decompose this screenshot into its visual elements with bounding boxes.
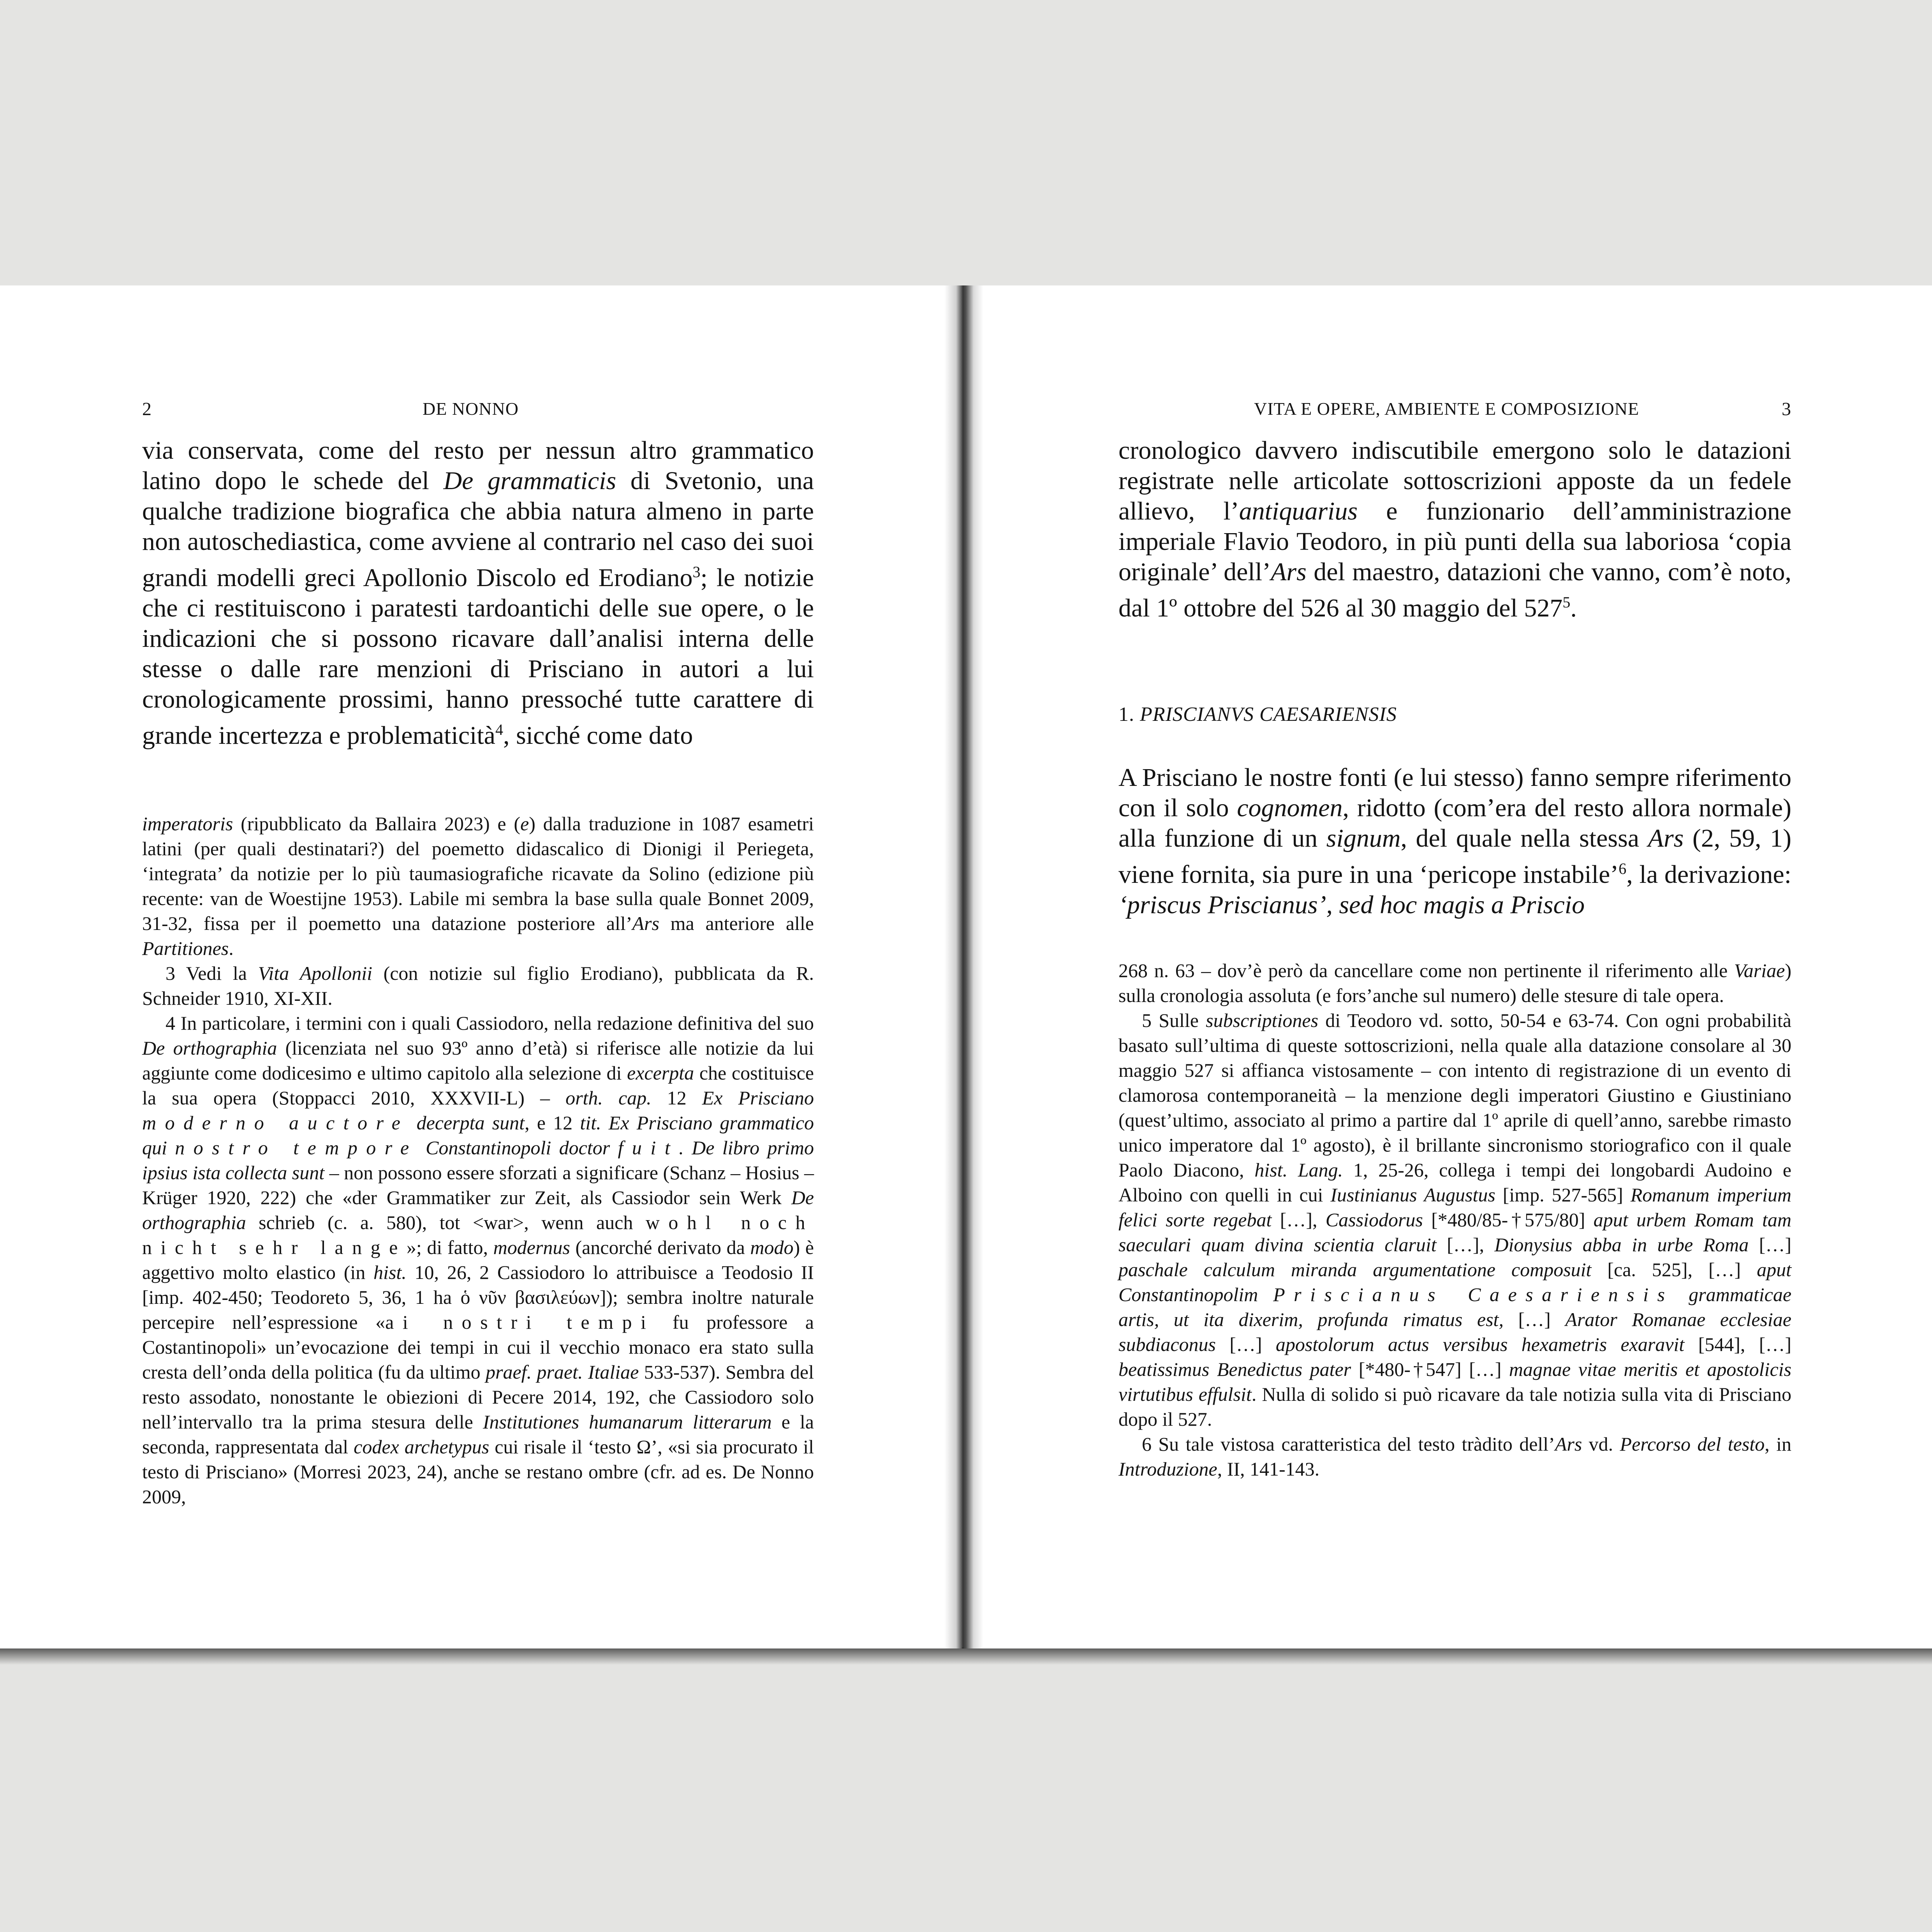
left-body-text [142,435,814,751]
left-page [0,285,962,1648]
section-body-text [1118,763,1791,920]
section-heading: 1. PRISCIANVS CAESARIENSIS [1118,703,1397,726]
right-page-number: 3 [1782,399,1791,419]
footnote-continuation-left: imperatoris (ripubblicato da Ballaira 2023) e (e) dalla traduzione in 1087 esametri latini (per quali destinatari?) del poemetto didascalico di Dionigi il Periegeta, ‘integrata’ da notizie per lo più taumasiografiche ricavate da Solino (edizione più recente: van de Woestijne 1953). Labile mi sembra la base sulla quale Bonnet 2009, 31-32, fissa per il poemetto una datazione posteriore all’Ars ma anteriore alle Partitiones. [142,813,814,959]
footnote-ref-5[interactable]: 5 [1562,594,1571,611]
footnote-6: 6 Su tale vistosa caratteristica del testo tràdito dell’Ars vd. Percorso del testo, in Introduzione, II, 141-143. [1118,1433,1791,1480]
right-running-head: VITA E OPERE, AMBIENTE E COMPOSIZIONE [1254,399,1640,419]
left-running-head: DE NONNO [423,399,519,419]
left-body-paragraph: via conservata, come del resto per nessun altro grammatico latino dopo le schede del De grammaticis di Svetonio, una qualche tradizione biografica che abbia natura almeno in parte non autoschediastica, come avviene al contrario nel caso dei suoi grandi modelli greci Apollonio Discolo ed Erodiano$^3$; le notizie che ci restituiscono i paratesti tardoantichi delle sue opere, o le indicazioni che si possono ricavare dall’analisi interna delle stesse o dalle rare menzioni di Prisciano in autori a lui cronologicamente prossimi, hanno pressoché tutte carattere di grande incertezza e problematicità$^4$, sicché come dato [142,436,814,750]
footnote-ref-4[interactable]: 4 [495,721,503,738]
book-shadow [0,1647,1932,1665]
footnote-3: 3 Vedi la Vita Apollonii (con notizie sul figlio Erodiano), pubblicata da R. Schneider 1910, XI-XII. [142,962,814,1009]
footnote-5: 5 Sulle subscriptiones di Teodoro vd. sotto, 50-54 e 63-74. Con ogni probabilità basato sull’ultima di queste sottoscrizioni, nella quale alla datazione consolare al 30 maggio 527 si affianca vistosamente – con intento di registrazione di un evento di clamorosa contemporaneità – la menzione degli imperatori Giustino e Giustiniano (quest’ultimo, associato al primo a partire dal 1º aprile di quell’anno, sarebbe rimasto unico imperatore dal 1º agosto), è il brillante sincronismo storiografico con il quale Paolo Diacono, hist. Lang. 1, 25-26, collega i tempi dei longobardi Audoino e Alboino con quelli in cui Iustinianus Augustus [imp. 527-565] Romanum imperium felici sorte regebat […], Cassiodorus [*480/85-†575/80] aput urbem Romam tam saeculari quam divina scientia claruit […], Dionysius abba in urbe Roma […] paschale calculum miranda argumentatione composuit [ca. 525], […] aput Constantinopolim Priscianus Caesariensis grammaticae artis, ut ita dixerim, profunda rimatus est, […] Arator Romanae ecclesiae subdiaconus […] apostolorum actus versibus hexametris exaravit [544], […] beatissimus Benedictus pater [*480-†547] […] magnae vitae meritis et apostolicis virtutibus effulsit. Nulla di solido si può ricavare da tale notizia sulla vita di Prisciano dopo il 527. [1118,1009,1792,1430]
right-page [964,285,1932,1648]
right-body-paragraph: cronologico davvero indiscutibile emergono solo le datazioni registrate nelle articolate sottoscrizioni apposte da un fedele allievo, l’antiquarius e funzionario dell’amministrazione imperiale Flavio Teodoro, in più punti della sua laboriosa ‘copia originale’ dell’Ars del maestro, datazioni che vanno, com’è noto, dal 1º ottobre del 526 al 30 maggio del $527^5$. [1118,436,1791,622]
footnote-4: 4 In particolare, i termini con i quali Cassiodoro, nella redazione definitiva del suo De orthographia (licenziata nel suo 93º anno d’età) si riferisce alle notizie da lui aggiunte come dodicesimo e ultimo capitolo alla selezione di excerpta che costituisce la sua opera (Stoppacci 2010, XXXVII-L) – orth. cap. 12 Ex Prisciano moderno auctore decerpta sunt, e 12 tit. Ex Prisciano grammatico qui nostro tempore Constantinopoli doctor fuit. De libro primo ipsius ista collecta sunt – non possono essere sforzati a significare (Schanz – Hosius – Krüger 1920, 222) che «der Grammatiker zur Zeit, als Cassiodor sein Werk De orthographia schrieb (c. a. 580), tot <war>, wenn auch wohl noch nicht sehr lange»; di fatto, modernus (ancorché derivato da modo) è aggettivo molto elastico (in hist. 10, 26, 2 Cassiodoro lo attribuisce a Teodosio II [imp. 402-450; Teodoreto 5, 36, 1 ha ὁ νῦν βασιλεύων]); sembra inoltre naturale percepire nell’espressione «ai nostri tempi fu professore a Costantinopoli» un’evocazione dei tempi in cui il vecchio monaco era stato sulla cresta dell’onda della politica (fu da ultimo praef. praet. Italiae 533-537). Sembra del resto assodato, nonostante le obiezioni di Pecere 2014, 192, che Cassiodoro solo nell’intervallo tra la prima stesura delle Institutiones humanarum litterarum e la seconda, rappresentata dal codex archetypus cui risale il ‘testo Ω’, «si sia procurato il testo di Prisciano» (Morresi 2023, 24), anche se restano ombre (cfr. ad es. De Nonno 2009, [142,1012,814,1508]
left-footnotes [142,811,814,1509]
right-footnotes [1118,958,1791,1481]
footnote-continuation-right: 268 n. 63 – dov’è però da cancellare come non pertinente il riferimento alle Variae) sulla cronologia assoluta (e fors’anche sul numero) delle stesure di tale opera. [1118,960,1791,1006]
section-body-paragraph: A Prisciano le nostre fonti (e lui stesso) fanno sempre riferimento con il solo cognomen, ridotto (com’era del resto allora normale) alla funzione di un signum, del quale nella stessa Ars (2, 59, 1) viene fornita, sia pure in una ‘pericope instabile’$^6$, la derivazione: ‘priscus Priscianus’, sed hoc magis a Priscio [1118,763,1792,919]
left-page-number: 2 [142,399,151,419]
right-body-text [1118,435,1791,623]
footnote-ref-3[interactable]: 3 [692,563,701,581]
book-gutter [944,285,983,1648]
footnote-ref-6[interactable]: 6 [1619,860,1627,877]
